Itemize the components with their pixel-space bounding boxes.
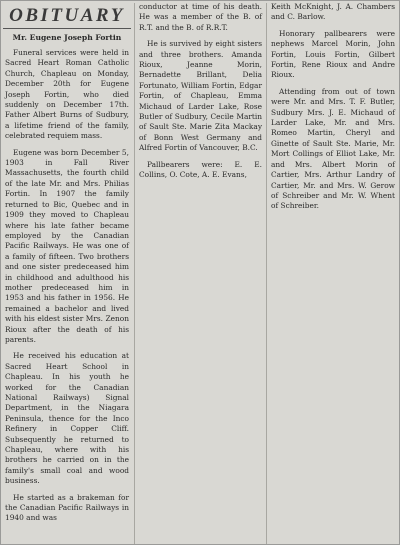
paragraph-birth: Eugene was born December 5, 1903 in Fall River Massachusetts, the fourth child of the late Mr. and Mrs. Philias Fortin. In 1907 the family returned to Bic, Quebec and in 1909 they moved to Chapleau where his late father became employed by the Canadian Pacific Railways. He was one of a family of fifteen. Two brothers and one sister predeceased him in childhood and adulthood his mother predeceased him in 1953 and his father in 1956. He remained a bachelor and lived with his eldest sister Mrs. Zenon Rioux after the death of his parents. [5, 147, 129, 344]
paragraph-career-cont: conductor at time of his death. He was a member of the B. of R.T. and the B. of R.R.T. [139, 2, 262, 32]
column-1 [1, 1, 133, 530]
column-3 [267, 1, 399, 218]
paragraph-career: He started as a brakeman for the Canadian Pacific Railways in 1940 and was [5, 492, 129, 523]
column-2 [135, 1, 266, 187]
paragraph-funeral: Funeral services were held in Sacred Heart Roman Catholic Church, Chapleau on Monday, December 20th for Eugene Joseph Fortin, who died suddenly on December 17th. Father Albert Burns of Sudbury, a lifetime friend of the family, celebrated requiem mass. [5, 48, 129, 141]
paragraph-pallbearers-cont: Keith McKnight, J. A. Chambers and C. Barlow. [271, 2, 395, 22]
obituary-heading: OBITUARY [3, 5, 131, 29]
paragraph-attendees: Attending from out of town were Mr. and Mrs. T. F. Butler, Sudbury Mrs. J. E. Michaud of Larder Lake, Mr. and Mrs. Romeo Martin, Cheryl and Ginette of Sault Ste. Marie, Mr. Mort Collings of Elliot Lake, Mr. and Mrs. Albert Morin of Cartier, Mrs. Arthur Landry of Cartier, Mr. and Mrs. W. Gerow of Schreiber and Mr. W. Whent of Schreiber. [271, 86, 395, 211]
paragraph-pallbearers: Pallbearers were: E. E. Collins, O. Cote, A. E. Evans, [139, 159, 262, 180]
paragraph-survivors: He is survived by eight sisters and three brothers. Amanda Rioux, Jeanne Morin, Bernadette Brillant, Delia Fortunato, William Fortin, Edgar Fortin, of Chapleau, Emma Michaud of Larder Lake, Rose Butler of Sudbury, Cecile Martin of Sault Ste. Marie Zita Mackay of Bonn West Germany and Alfred Fortin of Vancouver, B.C. [139, 39, 262, 153]
paragraph-education: He received his education at Sacred Heart School in Chapleau. In his youth he worked for the Canadian National Railways) Signal Department, in the Niagara Peninsula, thence for the Inco Refinery in Copper Cliff. Subsequently he returned to Chapleau, where with his brothers he carried on in the family's small coal and wood business. [5, 351, 129, 486]
paragraph-honorary: Honorary pallbearers were nephews Marcel Morin, John Fortin, Louis Fortin, Gilbert Fortin, Rene Rioux and Andre Rioux. [271, 28, 395, 80]
deceased-name: Mr. Eugene Joseph Fortin [12, 33, 122, 42]
